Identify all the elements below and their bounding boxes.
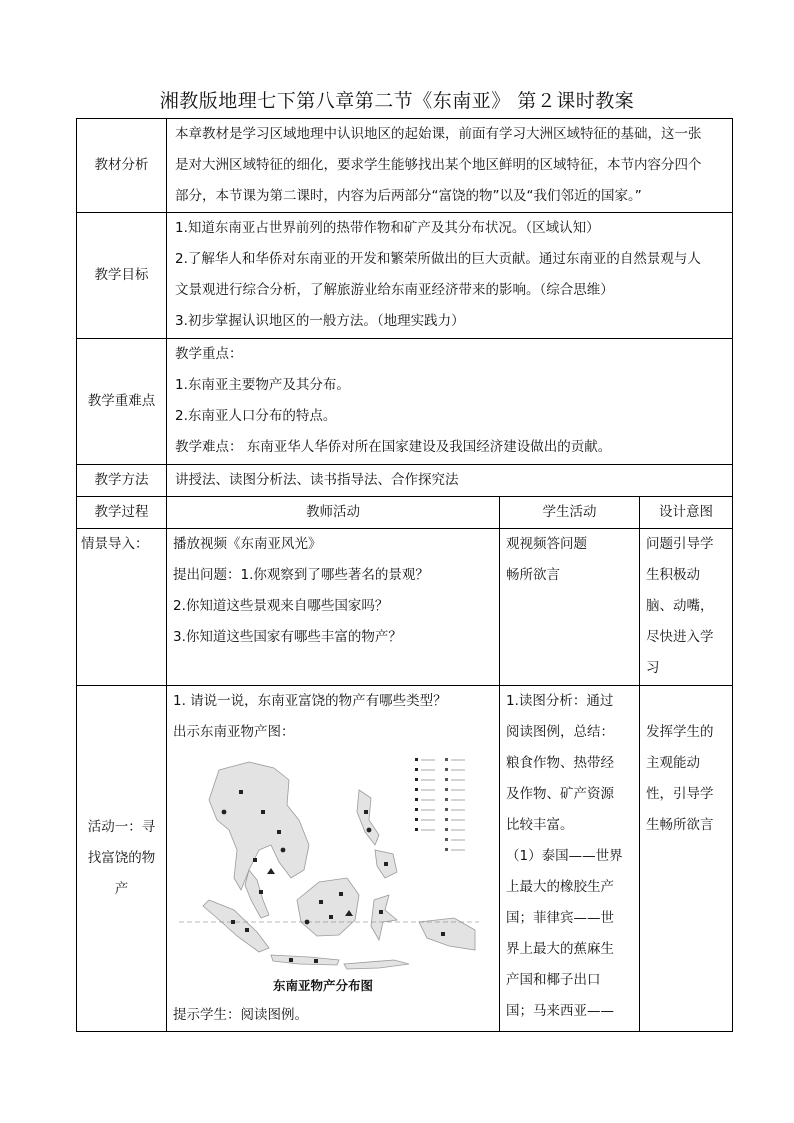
- activity1-student-line: 上最大的橡胶生产: [506, 879, 614, 895]
- page-title: 湘教版地理七下第八章第二节《东南亚》 第２课时教案: [159, 90, 635, 112]
- intro-teacher-line: 3.你知道这些国家有哪些丰富的物产？: [173, 629, 402, 645]
- header-process: 教学过程: [77, 497, 167, 529]
- keypoints-label: 教学重难点: [77, 339, 167, 465]
- row-intro: [77, 529, 733, 686]
- activity1-student-line: 阅读图例，总结：: [506, 724, 614, 740]
- header-intent: 设计意图: [640, 497, 733, 529]
- intro-student-line: 畅所欲言: [506, 567, 560, 583]
- activity1-intent-line: 主观能动: [646, 755, 700, 771]
- row-process-header: [77, 497, 733, 529]
- intro-teacher: [167, 529, 500, 686]
- keypoint-line: 教学难点： 东南亚华人华侨对所在国家建设及我国经济建设做出的贡献。: [175, 439, 612, 455]
- keypoint-line: 2.东南亚人口分布的特点。: [175, 408, 337, 424]
- intro-intent-line: 生积极动: [646, 567, 700, 583]
- activity1-intent-line: 发挥学生的: [646, 724, 714, 740]
- southeast-asia-resource-map: [179, 750, 479, 972]
- map-illustration: [179, 750, 479, 972]
- goal-line: 1.知道东南亚占世界前列的热带作物和矿产及其分布状况。（区域认知）: [175, 220, 600, 236]
- header-student: 学生活动: [500, 497, 640, 529]
- activity1-student-line: 产国和椰子出口: [506, 972, 601, 988]
- goal-line: 3.初步掌握认识地区的一般方法。（地理实践力）: [175, 313, 465, 329]
- activity1-label-line: 活动一：寻: [87, 819, 156, 835]
- activity1-intent-line: 生畅所欲言: [646, 817, 714, 833]
- activity1-student-line: 粮食作物、热带经: [506, 755, 614, 771]
- row-analysis: [77, 119, 733, 213]
- goals-label: 教学目标: [77, 213, 167, 339]
- keypoint-line: 1.东南亚主要物产及其分布。: [175, 377, 350, 393]
- lesson-plan-table: [76, 118, 733, 1032]
- activity1-student-line: 1.读图分析：通过: [506, 693, 614, 709]
- intro-intent-line: 尽快进入学: [646, 629, 714, 645]
- goals-content: [167, 213, 733, 339]
- methods-label: 教学方法: [77, 465, 167, 497]
- goal-line: 文景观进行综合分析，了解旅游业给东南亚经济带来的影响。（综合思维）: [175, 282, 614, 298]
- analysis-line: 是对大洲区域特征的细化，要求学生能够找出某个地区鲜明的区域特征，本节内容分四个: [175, 157, 702, 173]
- intro-intent-line: 问题引导学: [646, 536, 714, 552]
- activity1-teacher: [167, 686, 500, 1032]
- row-activity1: [77, 686, 733, 1032]
- activity1-student-line: 国；菲律宾——世: [506, 910, 614, 926]
- analysis-content: [167, 119, 733, 213]
- row-goals: [77, 213, 733, 339]
- map-caption: 东南亚物产分布图: [272, 978, 373, 993]
- intro-teacher-line: 2.你知道这些景观来自哪些国家吗？: [173, 598, 389, 614]
- activity1-teacher-line: 1. 请说一说，东南亚富饶的物产有哪些类型？: [173, 693, 447, 709]
- intro-label: 情景导入：: [77, 529, 167, 686]
- activity1-intent: [640, 686, 733, 1032]
- analysis-line: 本章教材是学习区域地理中认识地区的起始课，前面有学习大洲区域特征的基础，这一张: [175, 126, 702, 142]
- header-teacher: 教师活动: [167, 497, 500, 529]
- activity1-student-line: 及作物、矿产资源: [506, 786, 614, 802]
- intro-intent: [640, 529, 733, 686]
- keypoints-content: [167, 339, 733, 465]
- intro-intent-line: 脑、动嘴，: [646, 598, 714, 614]
- methods-content: 讲授法、读图分析法、读书指导法、合作探究法: [167, 465, 733, 497]
- activity1-student-line: （1）泰国——世界: [506, 848, 623, 864]
- activity1-intent-line: 性，引导学: [646, 786, 714, 802]
- activity1-student-line: 界上最大的蕉麻生: [506, 941, 614, 957]
- row-keypoints: [77, 339, 733, 465]
- intro-student: [500, 529, 640, 686]
- activity1-teacher-line: 出示东南亚物产图：: [173, 724, 295, 740]
- row-methods: [77, 465, 733, 497]
- activity1-student: [500, 686, 640, 1032]
- activity1-student-line: 国；马来西亚——: [506, 1003, 614, 1019]
- goal-line: 2.了解华人和华侨对东南亚的开发和繁荣所做出的巨大贡献。通过东南亚的自然景观与人: [175, 251, 701, 267]
- intro-intent-line: 习: [646, 660, 660, 676]
- activity1-label-line: 产: [114, 881, 129, 897]
- activity1-student-line: 比较丰富。: [506, 817, 574, 833]
- intro-teacher-line: 提出问题：1.你观察到了哪些著名的景观？: [173, 567, 429, 583]
- analysis-line: 部分，本节课为第二课时，内容为后两部分“富饶的物”以及“我们邻近的国家。”: [175, 188, 642, 204]
- activity1-teacher-hint: 提示学生：阅读图例。: [173, 1007, 308, 1023]
- analysis-label: 教材分析: [77, 119, 167, 213]
- intro-teacher-line: 播放视频《东南亚风光》: [173, 536, 322, 552]
- intro-student-line: 观视频答问题: [506, 536, 587, 552]
- activity1-label: [77, 686, 167, 1032]
- activity1-label-line: 找富饶的物: [87, 850, 156, 866]
- keypoint-line: 教学重点：: [175, 346, 243, 362]
